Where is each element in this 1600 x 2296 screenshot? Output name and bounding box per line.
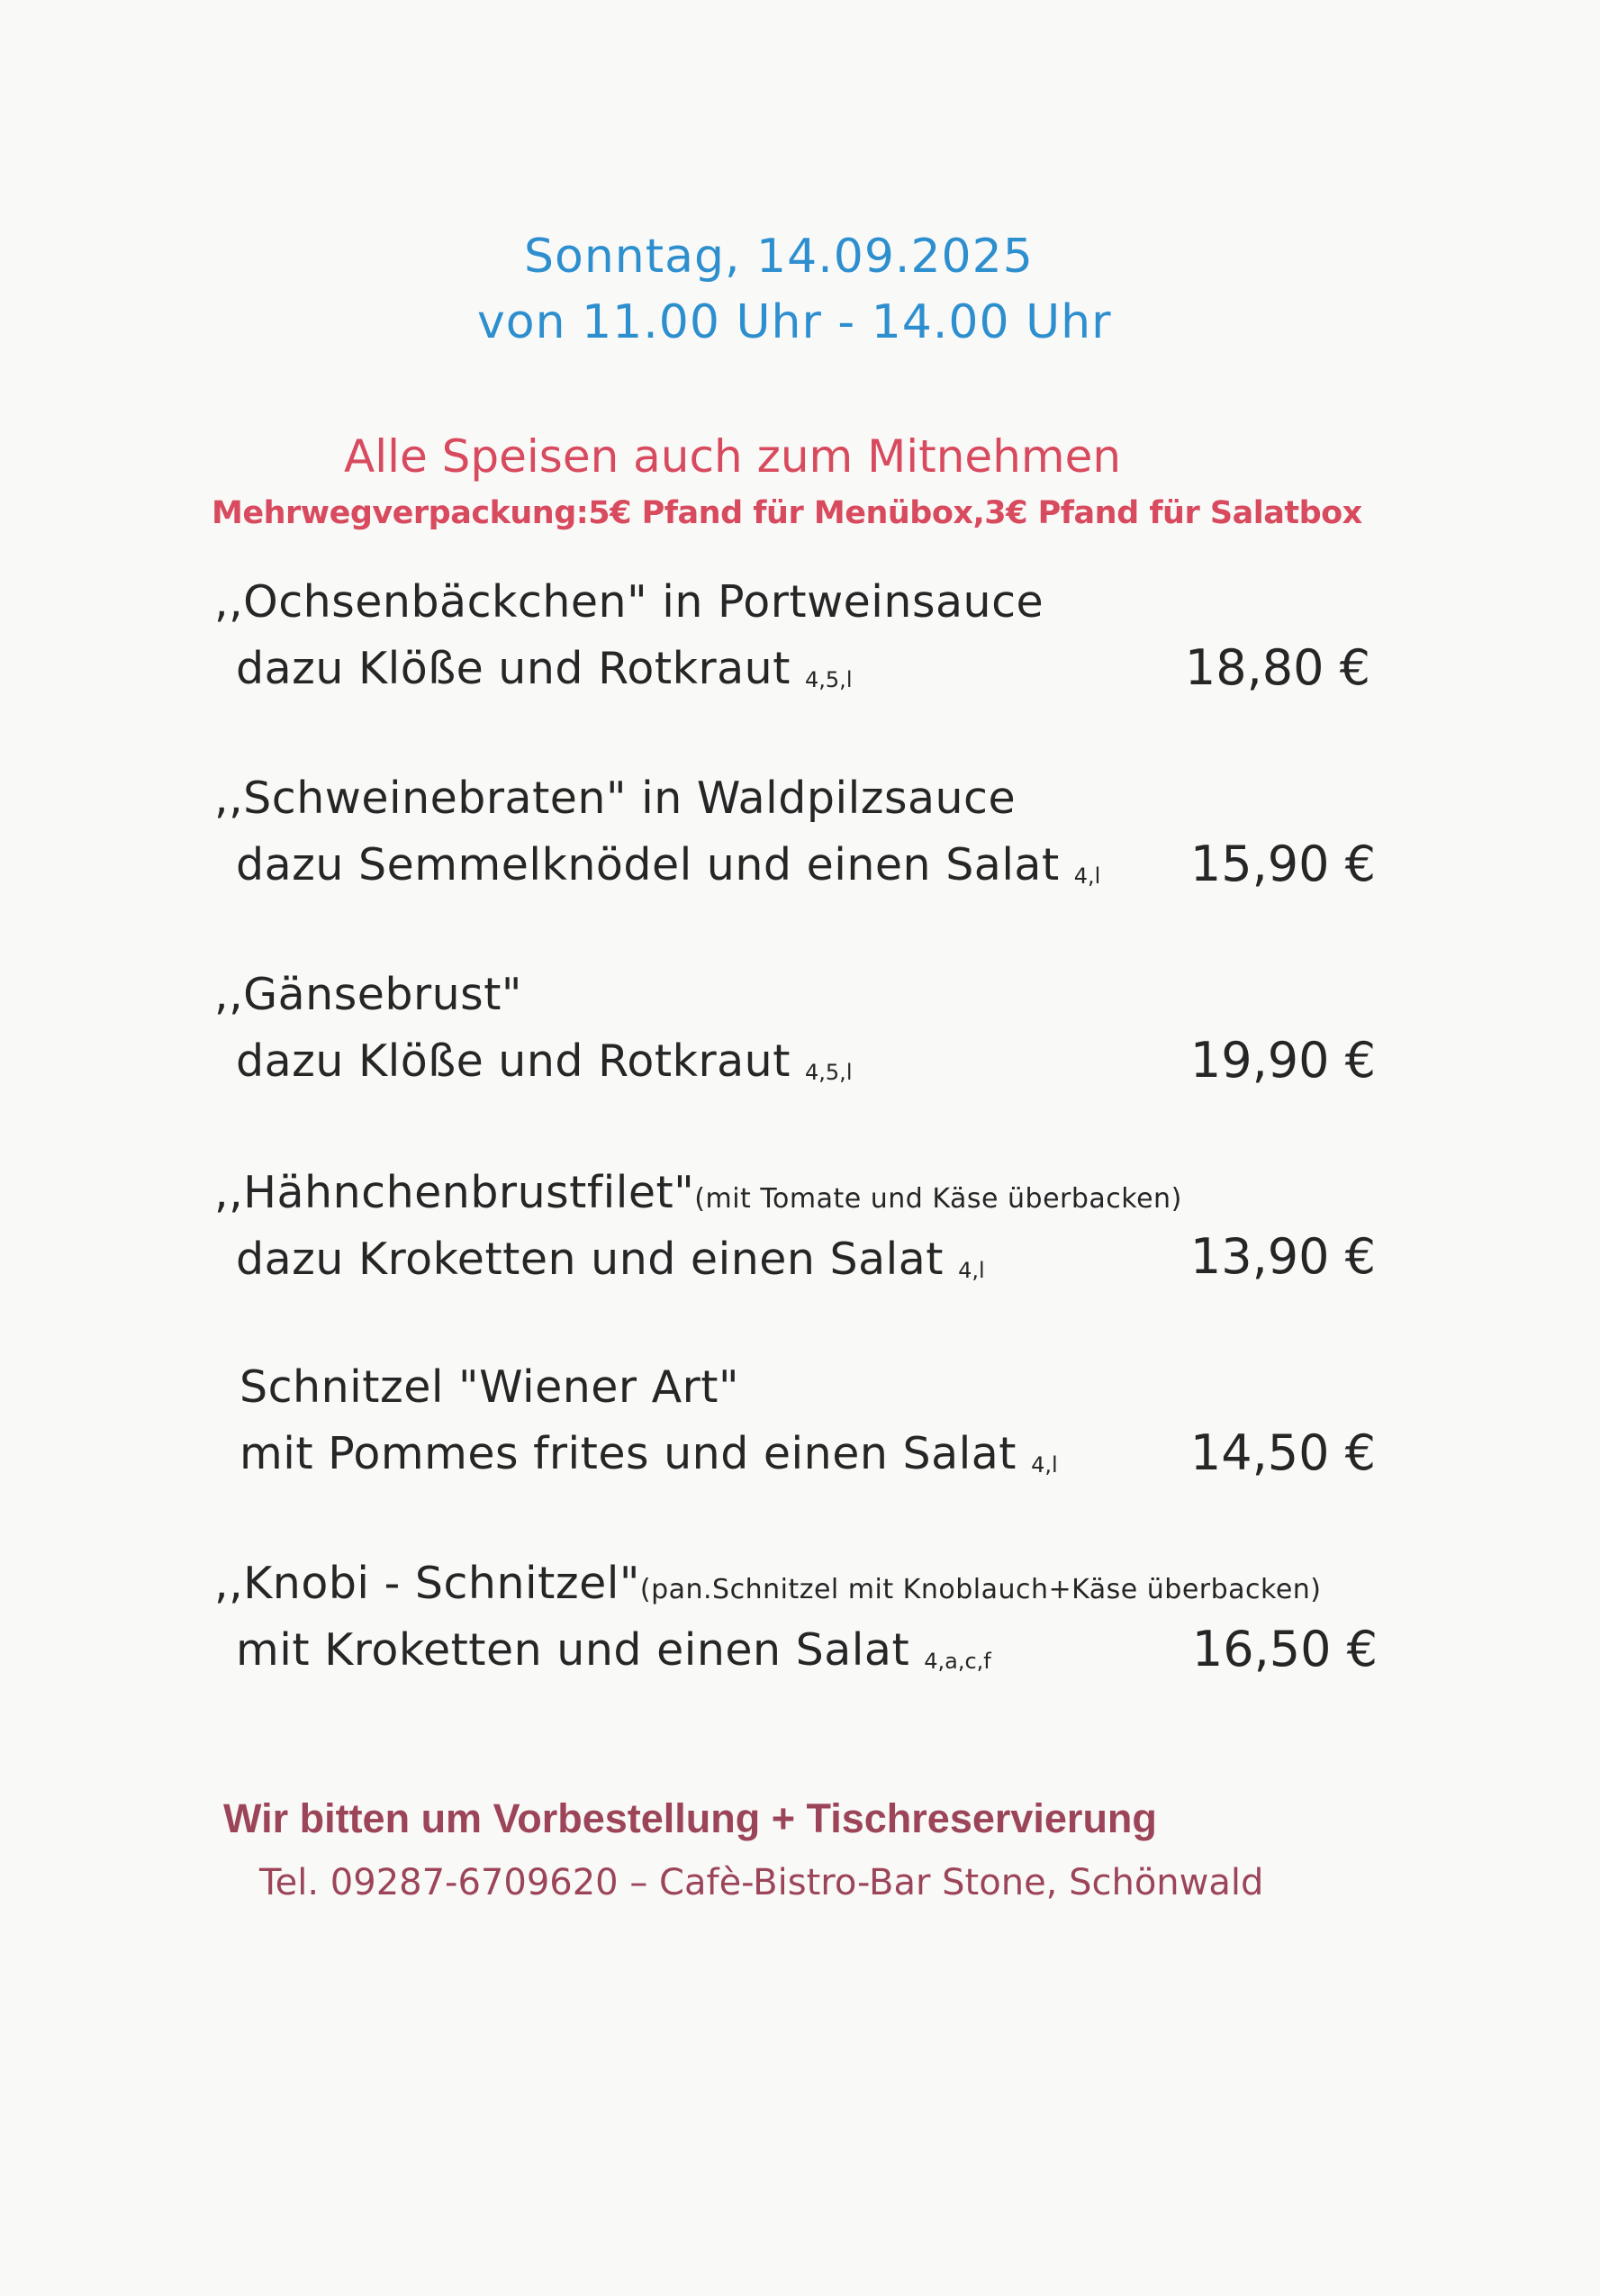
- dish-name: ,,Schweinebraten" in Waldpilzsauce: [214, 773, 1017, 824]
- allergen-codes: 4,l: [1073, 863, 1101, 889]
- dish-side: dazu Kroketten und einen Salat 4,l: [236, 1234, 985, 1285]
- reservation-note: Wir bitten um Vorbestellung + Tischreservierung: [223, 1795, 1157, 1841]
- allergen-codes: 4,l: [1031, 1452, 1058, 1478]
- allergen-codes: 4,5,l: [805, 1060, 853, 1085]
- allergen-codes: 4,5,l: [805, 667, 853, 692]
- dish-price: 15,90 €: [1189, 836, 1376, 892]
- dish-price: 16,50 €: [1191, 1621, 1378, 1677]
- dish-price: 19,90 €: [1189, 1032, 1376, 1089]
- dish-name: Schnitzel "Wiener Art": [240, 1361, 740, 1413]
- allergen-codes: 4,a,c,f: [924, 1649, 991, 1674]
- date-line: Sonntag, 14.09.2025: [524, 230, 1034, 284]
- allergen-codes: 4,l: [958, 1258, 985, 1283]
- dish-side: dazu Semmelknödel und einen Salat 4,l: [236, 839, 1101, 890]
- dish-name: ,,Hähnchenbrustfilet"(mit Tomate und Käse überbacken): [214, 1167, 1182, 1218]
- time-line: von 11.00 Uhr - 14.00 Uhr: [477, 295, 1112, 349]
- dish-name: ,,Knobi - Schnitzel"(pan.Schnitzel mit Knoblauch+Käse überbacken): [214, 1558, 1322, 1609]
- takeaway-headline: Alle Speisen auch zum Mitnehmen: [344, 430, 1122, 483]
- dish-price: 13,90 €: [1189, 1228, 1376, 1285]
- dish-side: mit Kroketten und einen Salat 4,a,c,f: [236, 1624, 991, 1676]
- dish-side: mit Pommes frites und einen Salat 4,l: [240, 1428, 1058, 1479]
- dish-side: dazu Klöße und Rotkraut 4,5,l: [236, 643, 853, 694]
- dish-note: (pan.Schnitzel mit Knoblauch+Käse überbacken): [639, 1574, 1322, 1605]
- deposit-note: Mehrwegverpackung:5€ Pfand für Menübox,3€ Pfand für Salatbox: [212, 495, 1362, 531]
- dish-price: 14,50 €: [1189, 1424, 1376, 1481]
- dish-name: ,,Gänsebrust": [214, 969, 522, 1020]
- dish-name: ,,Ochsenbäckchen" in Portweinsauce: [214, 576, 1044, 628]
- dish-price: 18,80 €: [1184, 639, 1370, 696]
- contact-line: Tel. 09287-6709620 – Cafè-Bistro-Bar Stone, Schönwald: [259, 1862, 1264, 1903]
- dish-note: (mit Tomate und Käse überbacken): [694, 1183, 1182, 1215]
- dish-side: dazu Klöße und Rotkraut 4,5,l: [236, 1035, 853, 1087]
